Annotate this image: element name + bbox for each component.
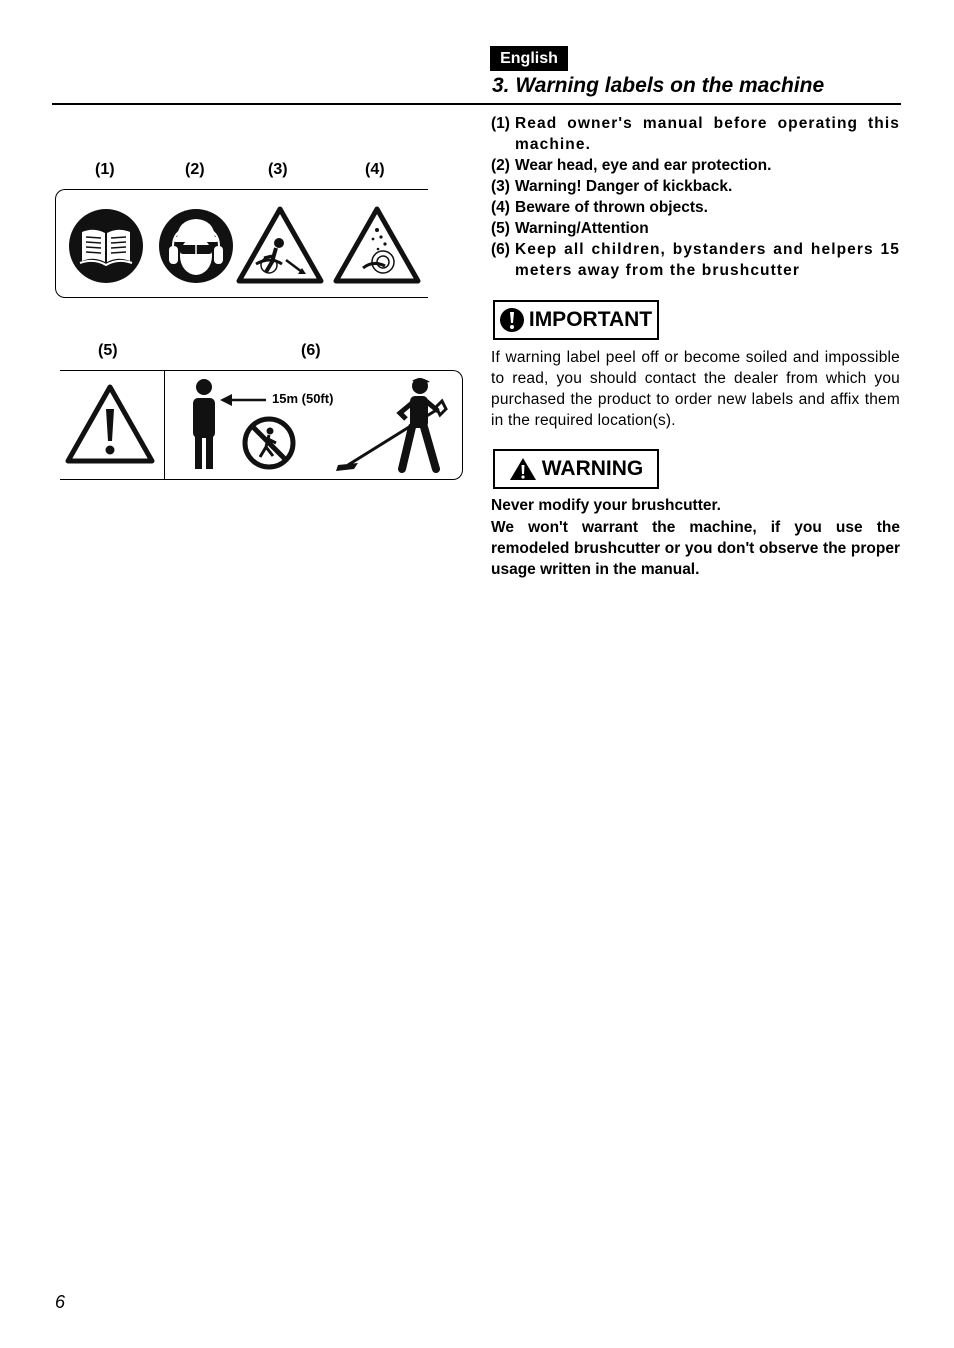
item-text: Wear head, eye and ear protection. xyxy=(515,157,772,174)
label-number-4: (4) xyxy=(365,161,385,178)
important-text: If warning label peel off or become soiled and impossible to read, you should contact the dealer from which you purchased the product to order new labels and affix them in the required location(s). xyxy=(491,349,900,429)
item-text: Warning/Attention xyxy=(515,220,649,237)
label-number-3: (3) xyxy=(268,161,288,178)
warning-box xyxy=(493,449,659,489)
list-item xyxy=(491,197,900,218)
list-item xyxy=(491,155,900,176)
list-item xyxy=(491,218,900,239)
warning-line-1: Never modify your brushcutter. xyxy=(491,497,721,514)
item-number: (4) xyxy=(491,199,510,216)
item-number: (6) xyxy=(491,241,510,258)
list-item xyxy=(491,113,900,155)
read-manual-icon xyxy=(68,208,144,284)
item-number: (2) xyxy=(491,157,510,174)
label-number-1: (1) xyxy=(95,161,115,178)
list-item xyxy=(491,239,900,281)
header-rule xyxy=(52,103,901,105)
item-number: (3) xyxy=(491,178,510,195)
item-text: Read owner's manual before operating this machine. xyxy=(515,115,900,153)
warning-label-list xyxy=(491,113,900,281)
label-number-2: (2) xyxy=(185,161,205,178)
important-box xyxy=(493,300,659,340)
page-number: 6 xyxy=(55,1292,66,1312)
thrown-objects-warning-icon xyxy=(333,206,421,284)
item-number: (1) xyxy=(491,115,510,132)
important-label: IMPORTANT xyxy=(528,308,653,331)
section-title: 3. Warning labels on the machine xyxy=(492,74,825,97)
item-number: (5) xyxy=(491,220,510,237)
list-item xyxy=(491,176,900,197)
kickback-warning-icon xyxy=(236,206,324,284)
language-tag: English xyxy=(490,46,568,71)
item-text: Keep all children, bystanders and helpers 15 meters away from the brushcutter xyxy=(515,241,900,279)
warning-line-2: We won't warrant the machine, if you use the remodeled brushcutter or you don't observe the proper usage written in the manual. xyxy=(491,519,900,578)
exclamation-icon xyxy=(500,308,524,332)
label-number-6: (6) xyxy=(301,342,321,359)
panel-divider xyxy=(164,370,165,480)
item-text: Beware of thrown objects. xyxy=(515,199,708,216)
warning-label: WARNING xyxy=(541,457,644,480)
general-warning-icon xyxy=(64,383,156,465)
item-text: Warning! Danger of kickback. xyxy=(515,178,733,195)
head-eye-ear-protection-icon xyxy=(158,208,234,284)
warning-triangle-icon xyxy=(509,457,537,481)
label-number-5: (5) xyxy=(98,342,118,359)
distance-label: 15m (50ft) xyxy=(272,391,334,406)
